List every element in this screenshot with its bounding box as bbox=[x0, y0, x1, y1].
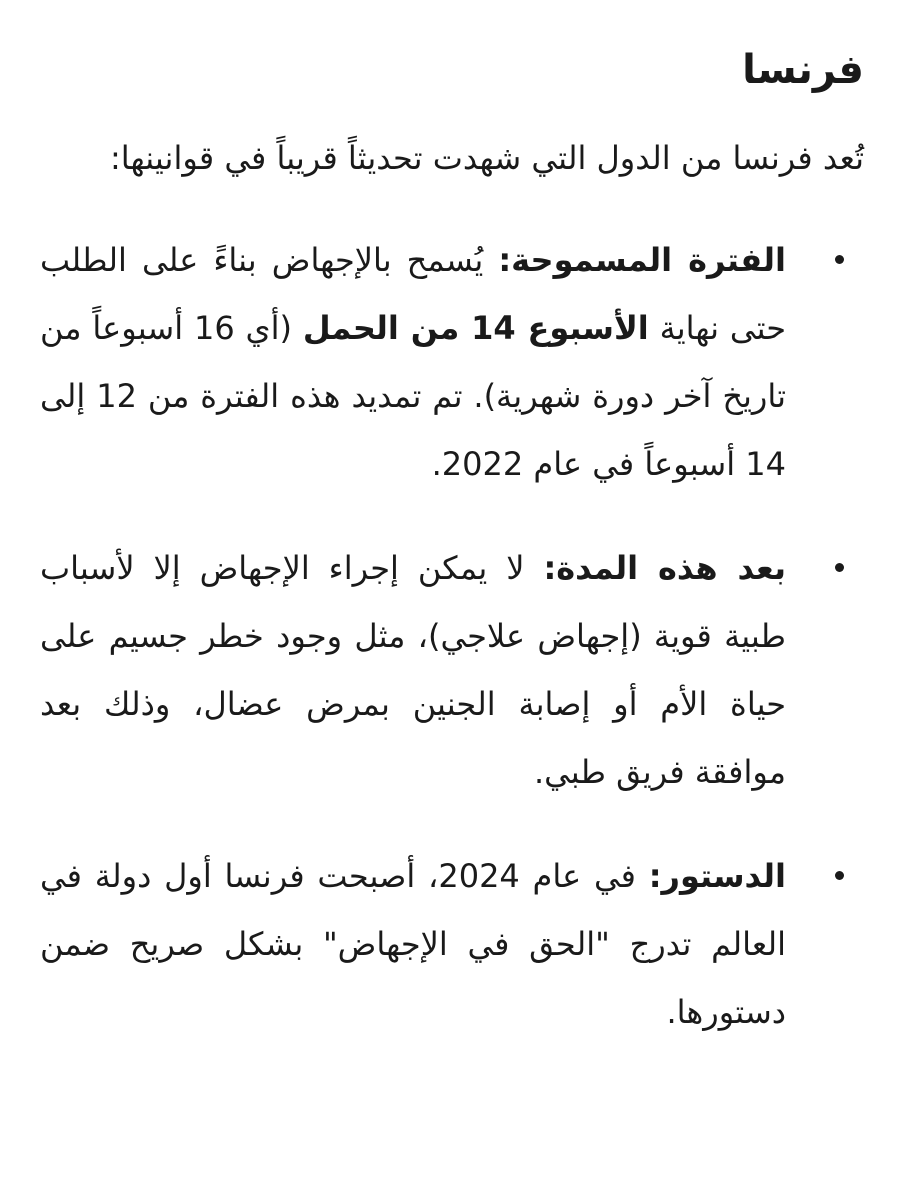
bullet-text: يُسمح بالإجهاض بناءً على الطلب حتى نهاية bbox=[40, 241, 787, 347]
section-heading: فرنسا bbox=[742, 47, 864, 93]
bullet-text: لا يمكن إجراء الإجهاض إلا لأسباب طبية قوية (إجهاض علاجي)، مثل وجود خطر جسيم على حياة الأم أو إصابة الجنين بمرض عضال، وذلك بعد موافقة فريق طبي. bbox=[40, 549, 786, 791]
bullet-label: الفترة المسموحة: bbox=[498, 241, 787, 279]
bullet-highlight: الأسبوع 14 من الحمل bbox=[302, 309, 649, 347]
list-item-constitution bbox=[40, 842, 864, 1046]
intro-paragraph: تُعد فرنسا من الدول التي شهدت تحديثاً قريباً في قوانينها: bbox=[109, 139, 864, 177]
bullet-text: في عام 2024، أصبحت فرنسا أول دولة في العالم تدرج "الحق في الإجهاض" بشكل صريح ضمن دستورها. bbox=[40, 857, 786, 1031]
bullet-dot-icon bbox=[835, 871, 844, 880]
list-item-permitted-period bbox=[40, 226, 864, 498]
list-item-after-period bbox=[40, 534, 864, 806]
bullet-text: (أي 16 أسبوعاً من تاريخ آخر دورة شهرية). تم تمديد هذه الفترة من 12 إلى 14 أسبوعاً في عام 2022. bbox=[40, 309, 787, 483]
bullet-dot-icon bbox=[835, 563, 844, 572]
bullet-dot-icon bbox=[835, 255, 844, 264]
bullet-label: الدستور: bbox=[648, 857, 787, 895]
bullet-list bbox=[40, 226, 864, 1046]
bullet-label: بعد هذه المدة: bbox=[543, 549, 787, 587]
